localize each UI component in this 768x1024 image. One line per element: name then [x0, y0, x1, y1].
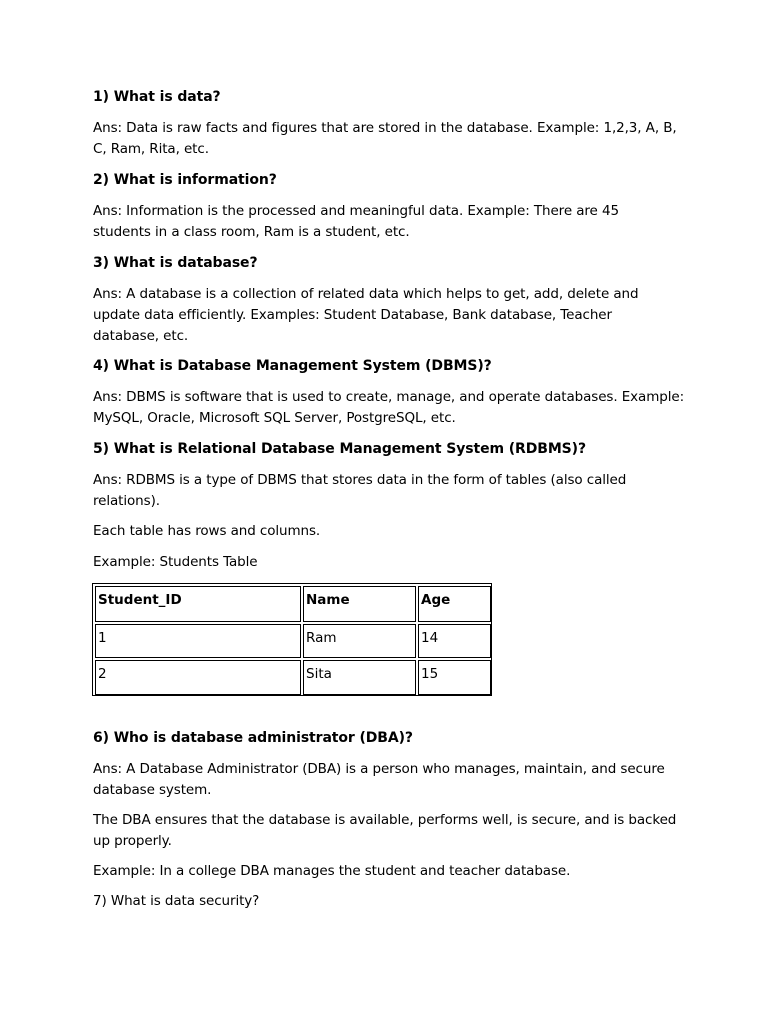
- table-cell: 2: [95, 660, 301, 695]
- table-cell: 14: [418, 624, 491, 658]
- answer-5-line-2: relations).: [93, 493, 160, 509]
- question-6-heading: 6) Who is database administrator (DBA)?: [93, 730, 413, 746]
- answer-6-line-2: database system.: [93, 782, 212, 798]
- answer-4-line-1: Ans: DBMS is software that is used to create, manage, and operate databases. Example:: [93, 389, 685, 405]
- answer-2-line-2: students in a class room, Ram is a student, etc.: [93, 224, 410, 240]
- question-4-heading: 4) What is Database Management System (DBMS)?: [93, 358, 492, 374]
- table-cell: 15: [418, 660, 491, 695]
- answer-1-line-2: C, Ram, Rita, etc.: [93, 141, 209, 157]
- answer-3-line-2: update data efficiently. Examples: Student Database, Bank database, Teacher: [93, 307, 612, 323]
- answer-5-paragraph-2: Each table has rows and columns.: [93, 523, 321, 539]
- students-table: [92, 583, 492, 696]
- question-2-heading: 2) What is information?: [93, 172, 277, 188]
- table-header-cell: Age: [418, 586, 491, 622]
- question-7-heading: 7) What is data security?: [93, 893, 260, 909]
- table-cell: 1: [95, 624, 301, 658]
- question-5-heading: 5) What is Relational Database Management System (RDBMS)?: [93, 441, 586, 457]
- answer-5-paragraph-3: Example: Students Table: [93, 554, 258, 570]
- answer-6-line-1: Ans: A Database Administrator (DBA) is a person who manages, maintain, and secure: [93, 761, 665, 777]
- table-header-cell: Student_ID: [95, 586, 301, 622]
- table-header-cell: Name: [303, 586, 416, 622]
- answer-6-paragraph-2-line-1: The DBA ensures that the database is available, performs well, is secure, and is backed: [93, 812, 677, 828]
- question-3-heading: 3) What is database?: [93, 255, 258, 271]
- answer-1-line-1: Ans: Data is raw facts and figures that are stored in the database. Example: 1,2,3, A, B,: [93, 120, 677, 136]
- table-cell: Sita: [303, 660, 416, 695]
- answer-2-line-1: Ans: Information is the processed and meaningful data. Example: There are 45: [93, 203, 619, 219]
- question-1-heading: 1) What is data?: [93, 89, 221, 105]
- answer-4-line-2: MySQL, Oracle, Microsoft SQL Server, PostgreSQL, etc.: [93, 410, 456, 426]
- table-cell: Ram: [303, 624, 416, 658]
- answer-6-paragraph-2-line-2: up properly.: [93, 833, 172, 849]
- answer-3-line-3: database, etc.: [93, 328, 189, 344]
- answer-5-line-1: Ans: RDBMS is a type of DBMS that stores data in the form of tables (also called: [93, 472, 627, 488]
- answer-3-line-1: Ans: A database is a collection of related data which helps to get, add, delete and: [93, 286, 639, 302]
- answer-6-paragraph-3: Example: In a college DBA manages the student and teacher database.: [93, 863, 571, 879]
